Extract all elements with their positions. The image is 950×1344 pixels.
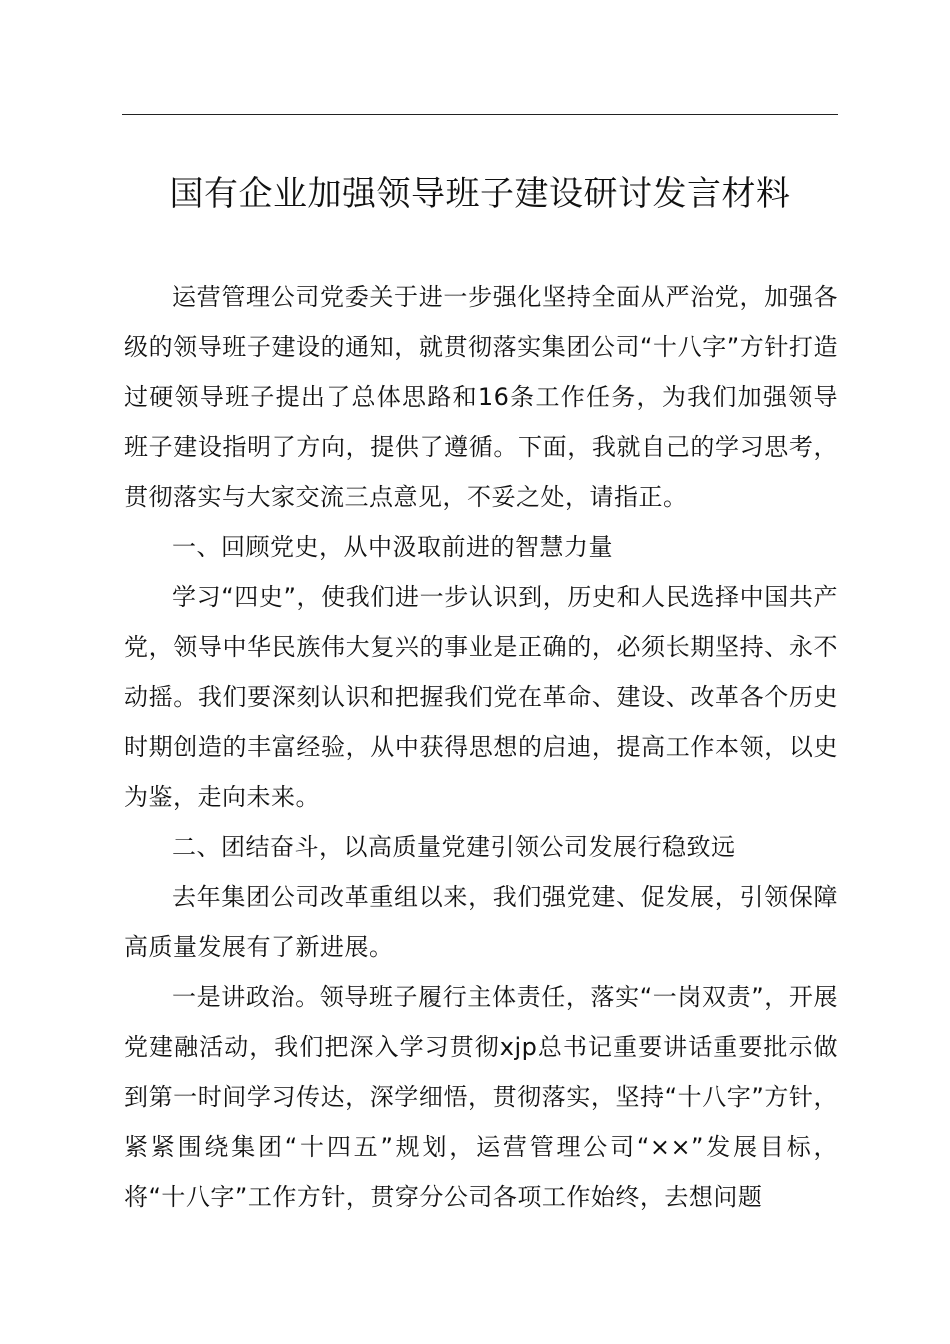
paragraph-intro: 运营管理公司党委关于进一步强化坚持全面从严治党，加强各级的领导班子建设的通知，就贯彻落实集团公司“十八字”方针打造过硬领导班子提出了总体思路和16条工作任务，为我们加强领导班子建设指明了方向，提供了遵循。下面，我就自己的学习思考，贯彻落实与大家交流三点意见，不妥之处，请指正。 xyxy=(124,283,838,511)
paragraph-section-1: 学习“四史”，使我们进一步认识到，历史和人民选择中国共产党，领导中华民族伟大复兴的事业是正确的，必须长期坚持、永不动摇。我们要深刻认识和把握我们党在革命、建设、改革各个历史时期创造的丰富经验，从中获得思想的启迪，提高工作本领，以史为鉴，走向未来。 xyxy=(124,583,838,811)
paragraph-section-2-point-1: 一是讲政治。领导班子履行主体责任，落实“一岗双责”，开展党建融活动，我们把深入学习贯彻xjp总书记重要讲话重要批示做到第一时间学习传达，深学细悟，贯彻落实，坚持“十八字”方针，紧紧围绕集团“十四五”规划，运营管理公司“××”发展目标，将“十八字”工作方针，贯穿分公司各项工作始终，去想问题 xyxy=(124,983,838,1211)
paragraph-section-2-intro: 去年集团公司改革重组以来，我们强党建、促发展，引领保障高质量发展有了新进展。 xyxy=(124,883,838,961)
document-body xyxy=(124,272,838,1222)
header-rule xyxy=(122,114,838,115)
section-heading-1: 一、回顾党史，从中汲取前进的智慧力量 xyxy=(172,533,613,561)
section-heading-2: 二、团结奋斗，以高质量党建引领公司发展行稳致远 xyxy=(172,833,736,861)
document-title: 国有企业加强领导班子建设研讨发言材料 xyxy=(169,174,791,214)
